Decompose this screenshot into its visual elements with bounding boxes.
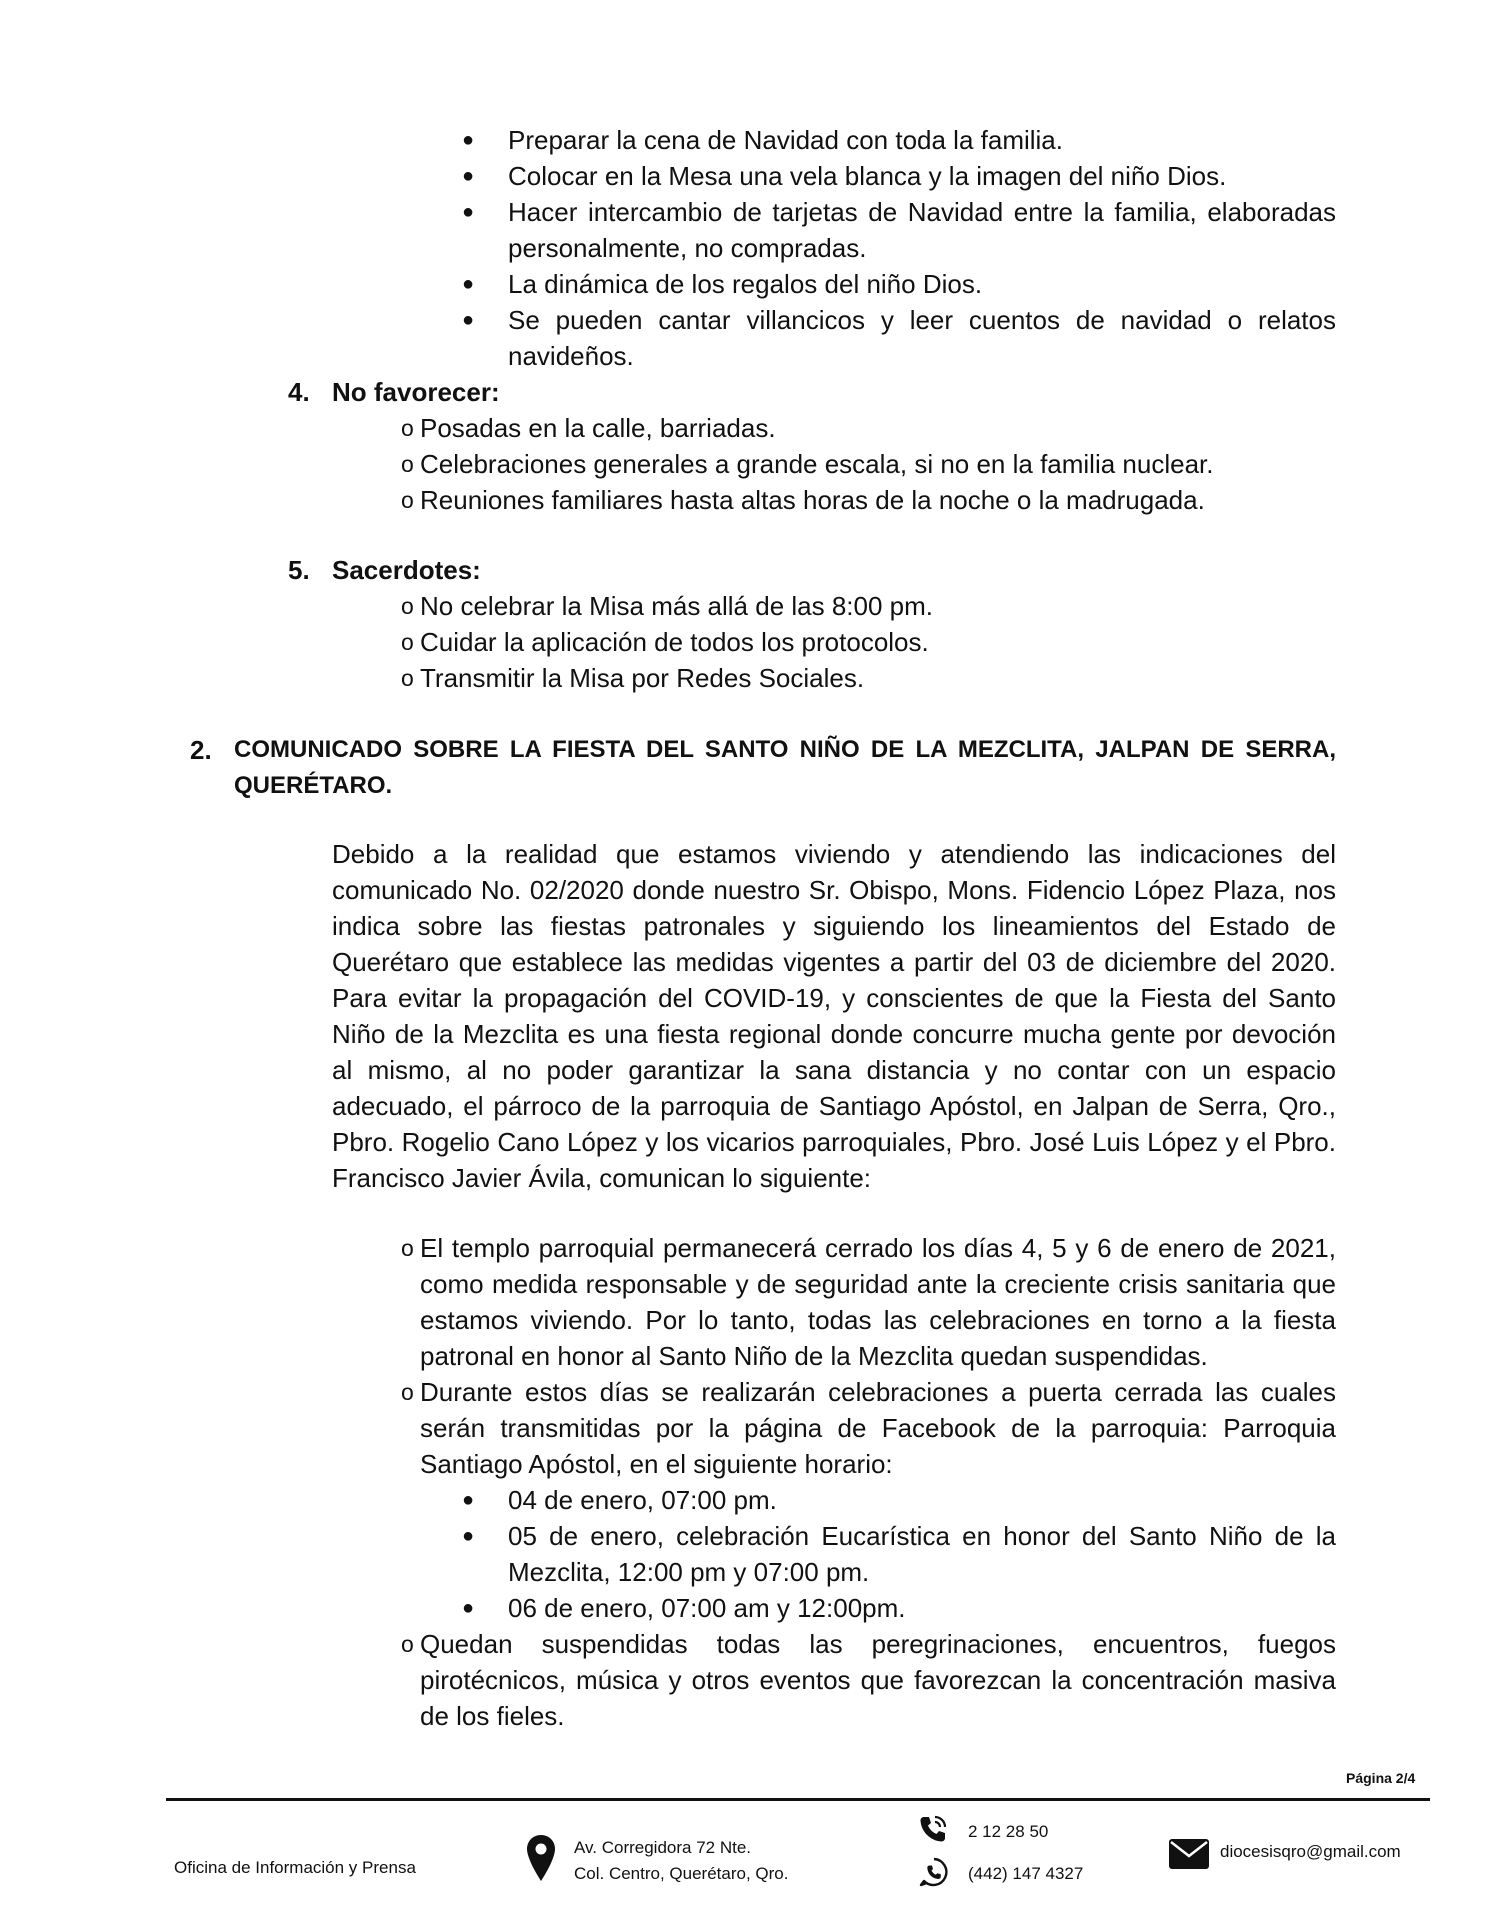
paragraph-line: Querétaro que establece las medidas vigentes a partir del 03 de diciembre del 2020.	[332, 947, 1336, 977]
footer-phone: 2 12 28 50	[968, 1822, 1049, 1841]
list-item: Preparar la cena de Navidad con toda la familia.	[508, 125, 1063, 155]
footer-address-line: Av. Corregidora 72 Nte.	[574, 1838, 752, 1857]
location-pin-icon	[526, 1834, 556, 1882]
notice-line: estamos viviendo. Por lo tanto, todas las celebraciones en torno a la fiesta	[420, 1305, 1336, 1335]
heading-line: QUERÉTARO.	[234, 772, 393, 799]
bullet-glyph: ●	[462, 1489, 475, 1511]
schedule-item: 06 de enero, 07:00 am y 12:00pm.	[508, 1593, 906, 1623]
circle-bullet: o	[401, 1235, 414, 1261]
paragraph-line: Debido a la realidad que estamos viviendo y atendiendo las indicaciones del	[332, 839, 1336, 869]
circle-bullet: o	[401, 1379, 414, 1405]
bullet-glyph: ●	[462, 273, 475, 295]
footer-office: Oficina de Información y Prensa	[174, 1858, 416, 1877]
footer-divider	[166, 1798, 1430, 1801]
heading-line: COMUNICADO SOBRE LA FIESTA DEL SANTO NIÑO DE LA MEZCLITA, JALPAN DE SERRA,	[234, 736, 1336, 763]
footer-email: diocesisqro@gmail.com	[1220, 1842, 1401, 1861]
notice-line: Durante estos días se realizarán celebraciones a puerta cerrada las cuales	[420, 1377, 1336, 1407]
paragraph-line: al mismo, al no poder garantizar la sana distancia y no contar con un espacio	[332, 1055, 1336, 1085]
paragraph-line: Pbro. Rogelio Cano López y los vicarios parroquiales, Pbro. José Luis López y el Pbro.	[332, 1127, 1336, 1157]
notice-line: El templo parroquial permanecerá cerrado los días 4, 5 y 6 de enero de 2021,	[420, 1233, 1336, 1263]
schedule-item: 05 de enero, celebración Eucarística en honor del Santo Niño de la	[508, 1521, 1336, 1551]
notice-line: como medida responsable y de seguridad ante la creciente crisis sanitaria que	[420, 1269, 1336, 1299]
bullet-glyph: ●	[462, 1525, 475, 1547]
bullet-glyph: ●	[462, 165, 475, 187]
circle-bullet: o	[401, 665, 414, 691]
notice-line: de los fieles.	[420, 1701, 565, 1731]
footer-whatsapp: (442) 147 4327	[968, 1864, 1084, 1883]
bullet-glyph: ●	[462, 309, 475, 331]
circle-bullet: o	[401, 629, 414, 655]
paragraph-line: comunicado No. 02/2020 donde nuestro Sr. Obispo, Mons. Fidencio López Plaza, nos	[332, 875, 1336, 905]
paragraph-line: Para evitar la propagación del COVID-19, y conscientes de que la Fiesta del Santo	[332, 983, 1336, 1013]
paragraph-line: indica sobre las fiestas patronales y siguiendo los lineamientos del Estado de	[332, 911, 1336, 941]
list-item: Hacer intercambio de tarjetas de Navidad entre la familia, elaboradas	[508, 197, 1336, 227]
notice-line: serán transmitidas por la página de Facebook de la parroquia: Parroquia	[420, 1413, 1336, 1443]
list-item: No celebrar la Misa más allá de las 8:00 pm.	[420, 591, 934, 621]
bullet-glyph: ●	[462, 201, 475, 223]
whatsapp-icon	[918, 1856, 950, 1888]
circle-bullet: o	[401, 487, 414, 513]
paragraph-line: Niño de la Mezclita es una fiesta regional donde concurre mucha gente por devoción	[332, 1019, 1336, 1049]
page-number: Página 2/4	[1346, 1770, 1416, 1786]
paragraph-line: Francisco Javier Ávila, comunican lo siguiente:	[332, 1163, 872, 1193]
bullet-glyph: ●	[462, 1597, 475, 1619]
notice-line: patronal en honor al Santo Niño de la Mezclita quedan suspendidas.	[420, 1341, 1208, 1371]
footer-address-line: Col. Centro, Querétaro, Qro.	[574, 1864, 789, 1883]
envelope-icon	[1168, 1838, 1210, 1870]
list-item: Posadas en la calle, barriadas.	[420, 413, 776, 443]
list-item: Colocar en la Mesa una vela blanca y la imagen del niño Dios.	[508, 161, 1227, 191]
circle-bullet: o	[401, 415, 414, 441]
section-title: Sacerdotes:	[332, 555, 481, 585]
section-number: 4.	[288, 377, 310, 407]
list-item: Transmitir la Misa por Redes Sociales.	[420, 663, 865, 693]
list-item: La dinámica de los regalos del niño Dios.	[508, 269, 983, 299]
notice-line: Santiago Apóstol, en el siguiente horario:	[420, 1449, 893, 1479]
list-item: Reuniones familiares hasta altas horas de la noche o la madrugada.	[420, 485, 1205, 515]
phone-icon	[918, 1814, 948, 1844]
paragraph-line: adecuado, el párroco de la parroquia de Santiago Apóstol, en Jalpan de Serra, Qro.,	[332, 1091, 1336, 1121]
circle-bullet: o	[401, 451, 414, 477]
schedule-item: 04 de enero, 07:00 pm.	[508, 1485, 777, 1515]
notice-line: Quedan suspendidas todas las peregrinaciones, encuentros, fuegos	[420, 1629, 1336, 1659]
section-title: No favorecer:	[332, 377, 500, 407]
list-item: Se pueden cantar villancicos y leer cuentos de navidad o relatos	[508, 305, 1336, 335]
list-item: Cuidar la aplicación de todos los protocolos.	[420, 627, 929, 657]
list-item-continuation: personalmente, no compradas.	[508, 233, 867, 263]
circle-bullet: o	[401, 593, 414, 619]
heading-number: 2.	[190, 735, 212, 765]
list-item: Celebraciones generales a grande escala, si no en la familia nuclear.	[420, 449, 1214, 479]
schedule-item-continuation: Mezclita, 12:00 pm y 07:00 pm.	[508, 1557, 870, 1587]
notice-line: pirotécnicos, música y otros eventos que favorezcan la concentración masiva	[420, 1665, 1336, 1695]
list-item-continuation: navideños.	[508, 341, 634, 371]
bullet-glyph: ●	[462, 129, 475, 151]
section-number: 5.	[288, 555, 310, 585]
circle-bullet: o	[401, 1631, 414, 1657]
